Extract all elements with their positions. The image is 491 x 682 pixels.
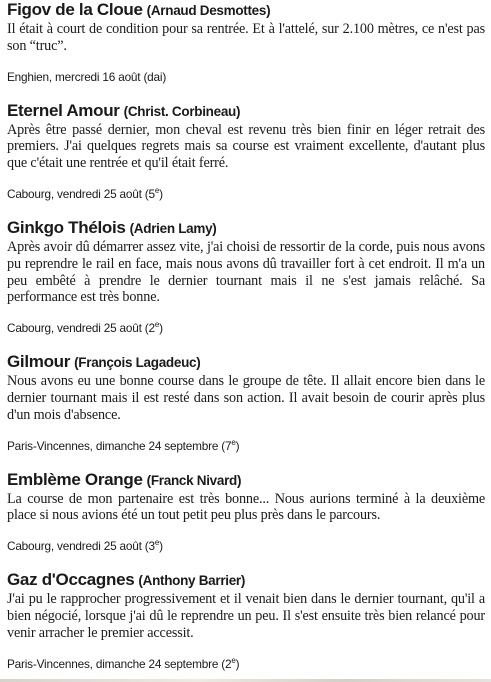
horse-name: Eternel Amour (7, 100, 120, 120)
driver-quote: J'ai pu le rapprocher progressivement et il venait bien dans le dernier tournant, qu'il a bien négocié, lorsque j'ai dû le reprendre un peu. Il s'est ensuite très bien relancé pour venir arracher le premier accessit. (7, 591, 485, 641)
horse-name: Gaz d'Occagnes (7, 570, 135, 590)
entry-heading (7, 470, 485, 491)
entry-heading (7, 101, 485, 122)
entry-heading (7, 352, 485, 373)
driver-name: (Franck Nivard) (146, 472, 242, 488)
article-column (7, 0, 485, 672)
entry-heading (7, 570, 485, 591)
horse-entry (7, 101, 485, 172)
race-info: Paris-Vincennes, dimanche 24 septembre (7e) (7, 437, 240, 453)
horse-name: Emblème Orange (7, 469, 143, 489)
driver-quote: Après être passé dernier, mon cheval est revenu très bien finir en léger retrait des premiers. J'ai quelques regrets mais sa course est vraiment excellente, d'autant plus que c'était une rentrée et qu'il était ferré. (7, 121, 485, 172)
driver-name: (Anthony Barrier) (138, 573, 246, 589)
driver-name: (Adrien Lamy) (129, 220, 217, 236)
race-info: Paris-Vincennes, dimanche 24 septembre (2e) (7, 655, 240, 671)
horse-entry (7, 218, 485, 306)
driver-quote: La course de mon partenaire est très bonne... Nous aurions terminé à la deuxième place si nous avions été un tout petit peu plus près dans le parcours. (7, 490, 485, 524)
race-info: Enghien, mercredi 16 août (dai) (7, 69, 167, 84)
race-info: Cabourg, vendredi 25 août (3e) (7, 538, 163, 554)
horse-entry (7, 352, 485, 423)
entry-heading (7, 218, 485, 239)
race-info: Cabourg, vendredi 25 août (2e) (7, 320, 163, 336)
driver-name: (François Lagadeuc) (74, 355, 201, 371)
horse-name: Ginkgo Thélois (7, 217, 126, 237)
driver-quote: Après avoir dû démarrer assez vite, j'ai choisi de ressortir de la corde, puis nous avons pu reprendre le rail en face, mais nous avons dû travailler fort à cet endroit. Il m'a un peu embêté à prendre le dernier tournant mais il ne s'est jamais relâché. Sa performance est très bonne. (7, 238, 485, 306)
race-info: Cabourg, vendredi 25 août (5e) (7, 186, 163, 201)
horse-name: Figov de la Cloue (7, 0, 143, 19)
horse-entry (7, 0, 485, 55)
driver-quote: Nous avons eu une bonne course dans le groupe de tête. Il allait encore bien dans le dernier tournant mais il est resté dans son action. Il avait besoin de courir après plus d'un mois d'absence. (7, 373, 485, 423)
driver-name: (Arnaud Desmottes) (146, 3, 271, 18)
driver-name: (Christ. Corbineau) (123, 103, 241, 119)
entry-heading (7, 0, 485, 21)
driver-quote: Il était à court de condition pour sa rentrée. Et à l'attelé, sur 2.100 mètres, ce n'est pas son “truc”. (7, 21, 485, 54)
horse-entry (7, 570, 485, 641)
horse-entry (7, 470, 485, 525)
horse-name: Gilmour (7, 352, 71, 372)
